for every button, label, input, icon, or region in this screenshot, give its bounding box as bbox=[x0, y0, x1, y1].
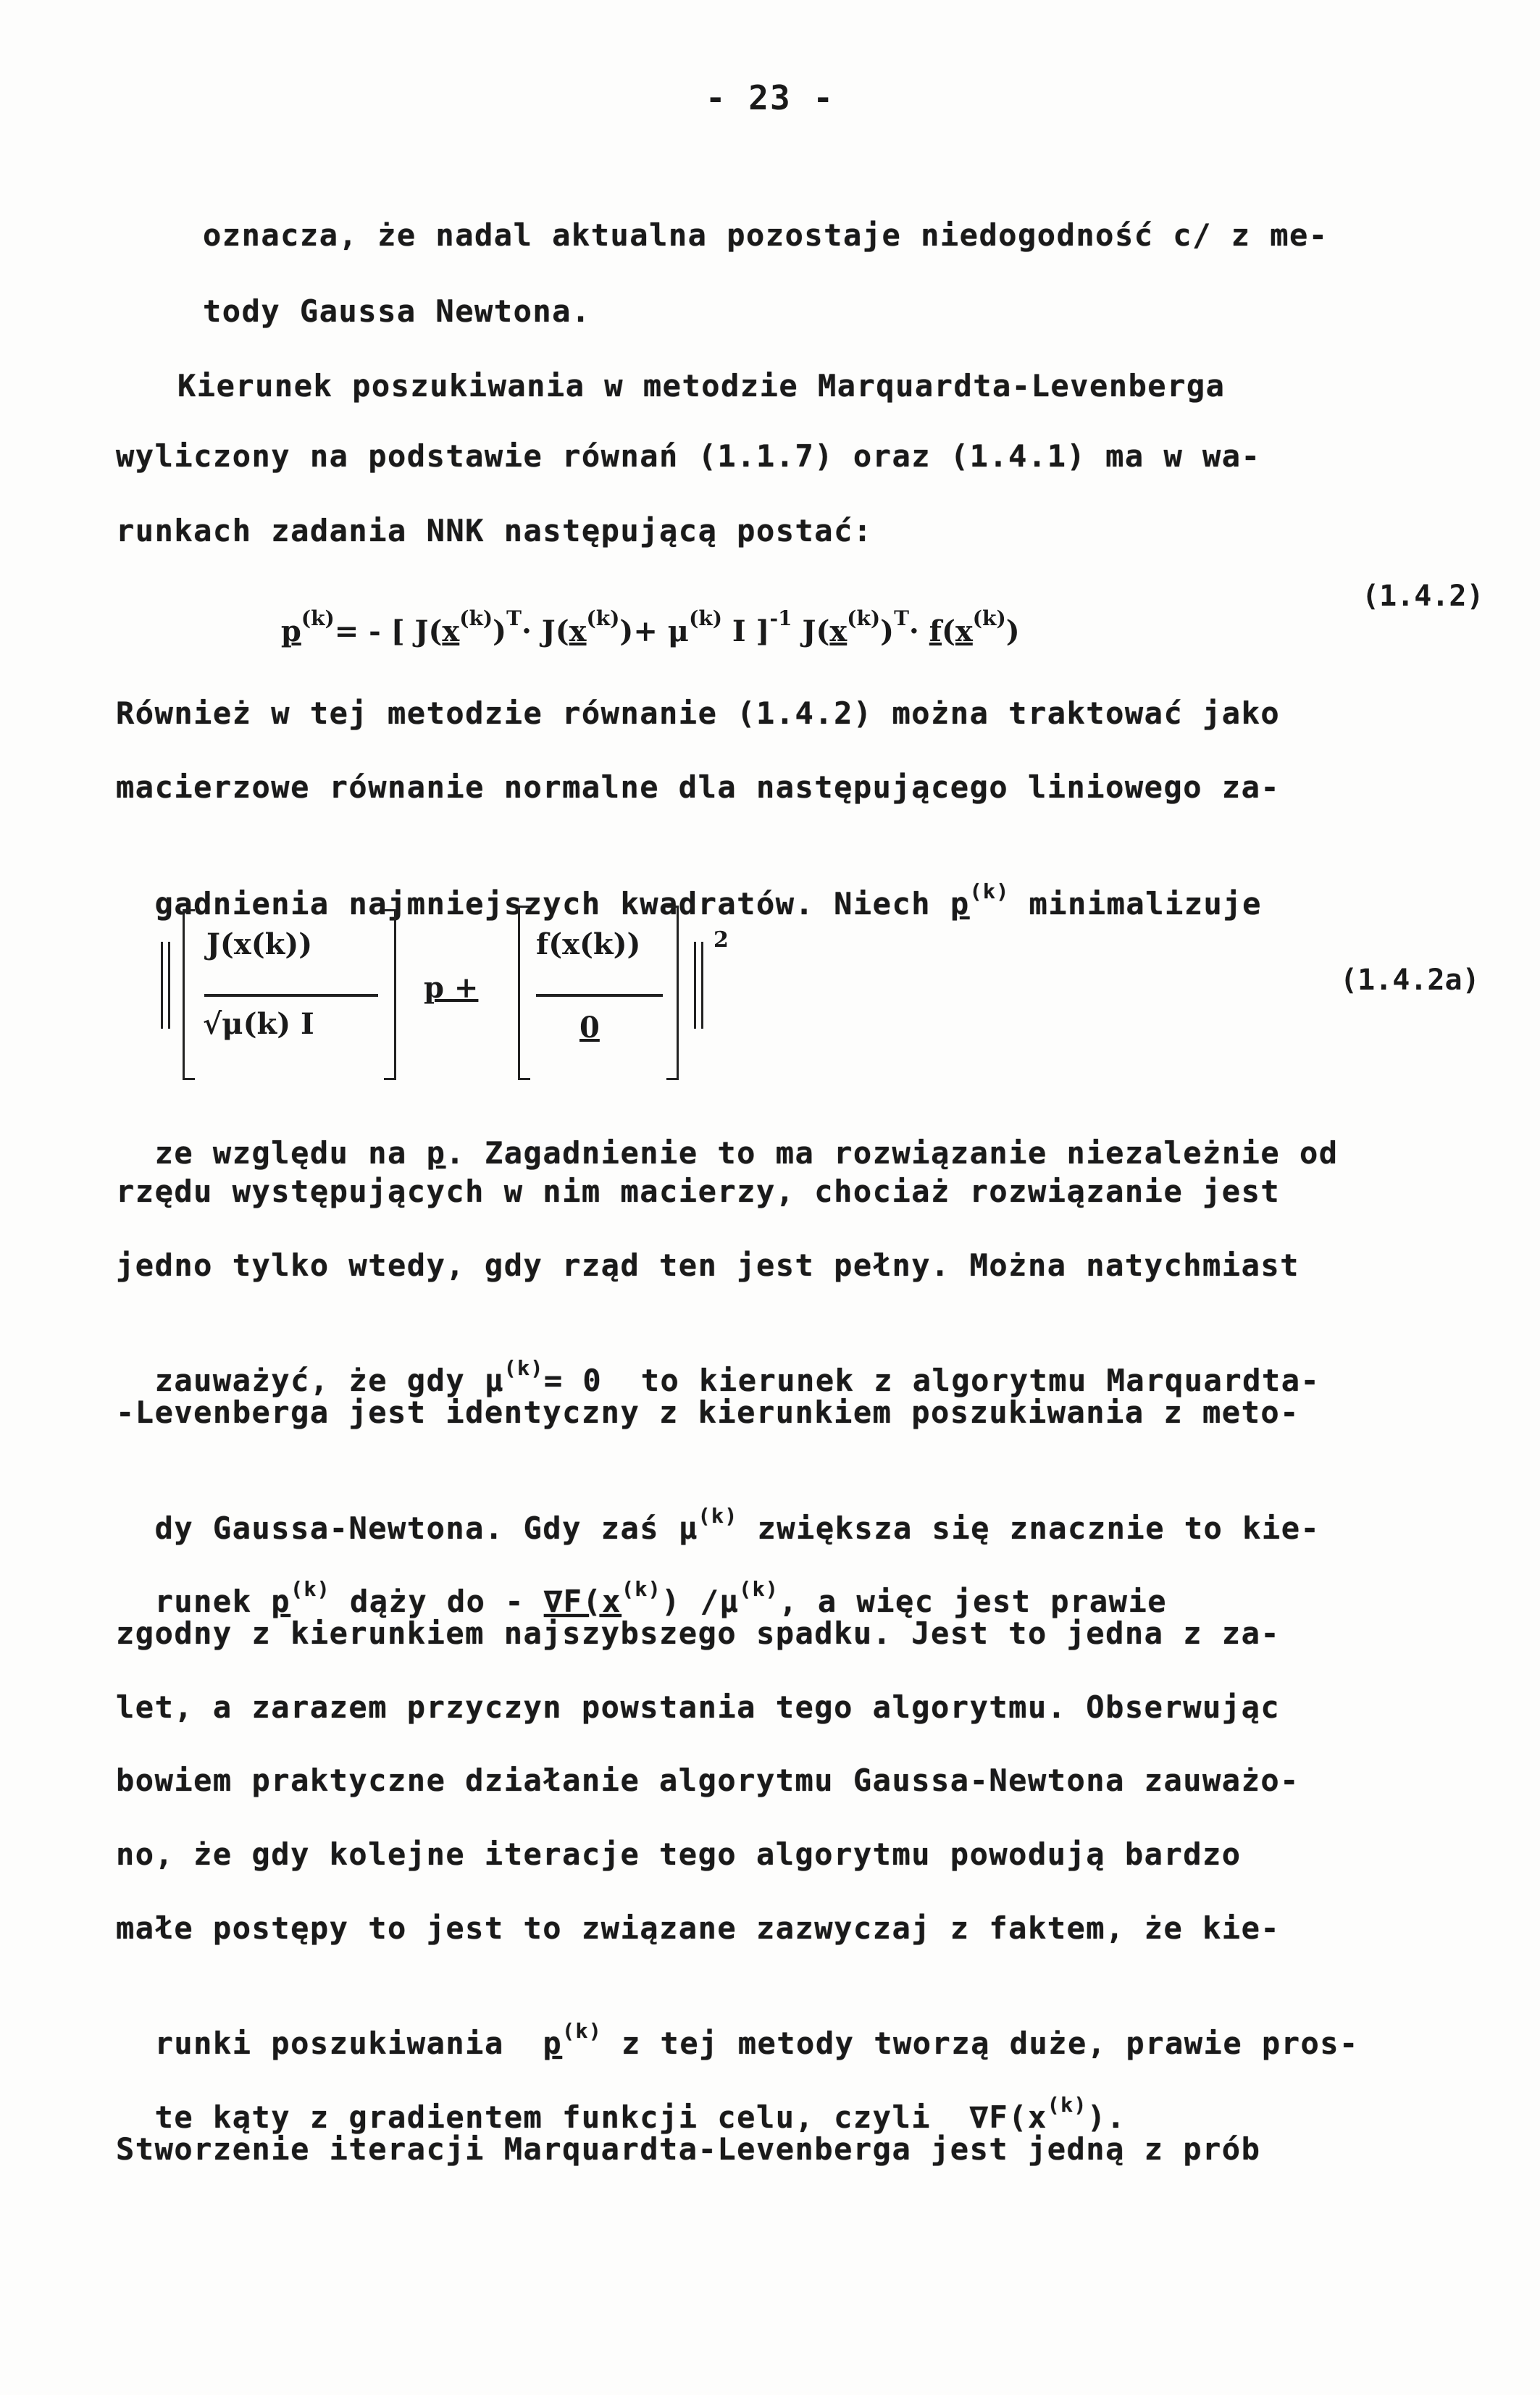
text-segment: zwiększa się znacznie to kie- bbox=[737, 1510, 1321, 1546]
text-line bbox=[116, 1984, 1359, 2061]
text-segment: ) bbox=[661, 1584, 681, 1619]
norm-bar bbox=[161, 942, 163, 1029]
matrix-entry: J(x(k)) bbox=[206, 927, 313, 961]
symbol-mu: /μ bbox=[680, 1584, 740, 1619]
symbol-p: p bbox=[271, 1584, 291, 1619]
text-segment: te kąty z gradientem funkcji celu, czyli bbox=[154, 2099, 970, 2135]
symbol-p: p bbox=[950, 886, 970, 921]
text-line bbox=[116, 2057, 1126, 2135]
superscript-k: (k) bbox=[290, 1577, 331, 1601]
text-line bbox=[116, 1468, 1320, 1546]
equation-1-4-2: $p^{(k)}=$ - [ $J(x^{(k)})^T\cdot J(x^{(k)})+ \mu^{(k)}$ I ]$^{-1}$ $J(x^{(k)})^T\cdot f(x^{(k)})$ bbox=[280, 606, 1020, 648]
text-segment: = 0 to kierunek z algorytmu Marquardta- bbox=[543, 1363, 1321, 1398]
text-line: -Levenberga jest identyczny z kierunkiem poszukiwania z meto- bbox=[116, 1395, 1300, 1430]
gradient-expression: ∇F(x bbox=[543, 1584, 622, 1619]
text-line: no, że gdy kolejne iteracje tego algorytmu powodują bardzo bbox=[116, 1836, 1242, 1872]
norm-bar bbox=[694, 942, 696, 1029]
text-line: tody Gaussa Newtona. bbox=[203, 293, 591, 329]
text-line: Kierunek poszukiwania w metodzie Marquardta-Levenberga bbox=[177, 368, 1226, 404]
symbol-p: p bbox=[426, 1135, 446, 1171]
right-bracket bbox=[384, 909, 396, 1080]
text-line bbox=[116, 844, 1262, 921]
symbol-p: p bbox=[280, 614, 301, 648]
text-segment: ) bbox=[1087, 2099, 1107, 2135]
text-line: bowiem praktyczne działanie algorytmu Gaussa-Newtona zauważo- bbox=[116, 1763, 1300, 1798]
exponent: 2 bbox=[713, 927, 729, 953]
superscript-k: (k) bbox=[1047, 2093, 1087, 2117]
text-line: zgodny z kierunkiem najszybszego spadku. Jest to jedna z za- bbox=[116, 1616, 1281, 1651]
text-segment: runki poszukiwania bbox=[154, 2026, 543, 2061]
right-bracket bbox=[666, 906, 679, 1080]
matrix-entry: f(x(k)) bbox=[536, 927, 641, 961]
symbol-p: p bbox=[543, 2026, 563, 2061]
left-bracket bbox=[518, 906, 530, 1080]
text-segment: dy Gaussa-Newtona. Gdy zaś bbox=[154, 1510, 679, 1546]
text-line: małe postępy to jest to związane zazwyczaj z faktem, że kie- bbox=[116, 1910, 1281, 1946]
superscript-k: (k) bbox=[739, 1577, 779, 1601]
left-bracket bbox=[183, 909, 195, 1080]
text-line: rzędu występujących w nim macierzy, chociaż rozwiązanie jest bbox=[116, 1174, 1281, 1209]
text-line bbox=[116, 1542, 1167, 1619]
text-segment: gadnienia najmniejszych kwadratów. Niech bbox=[154, 886, 950, 921]
symbol-mu: μ bbox=[678, 1510, 698, 1546]
text-line: wyliczony na podstawie równań (1.1.7) oraz (1.4.1) ma w wa- bbox=[116, 438, 1261, 474]
text-segment: . bbox=[1106, 2099, 1126, 2135]
text-segment: dąży do - bbox=[330, 1584, 544, 1619]
superscript-k: (k) bbox=[301, 606, 335, 630]
text-line: macierzowe równanie normalne dla następującego liniowego za- bbox=[116, 769, 1281, 805]
text-line bbox=[116, 1100, 1339, 1171]
fraction-bar bbox=[204, 994, 378, 997]
superscript-k: (k) bbox=[621, 1577, 662, 1601]
text-segment: zauważyć, że gdy bbox=[154, 1363, 485, 1398]
text-line: oznacza, że nadal aktualna pozostaje niedogodność c/ z me- bbox=[203, 217, 1328, 253]
superscript-k: (k) bbox=[562, 2019, 603, 2043]
superscript-k: (k) bbox=[698, 1504, 738, 1528]
gradient-expression: ∇F(x bbox=[969, 2099, 1047, 2135]
text-line: let, a zarazem przyczyn powstania tego algorytmu. Obserwując bbox=[116, 1689, 1281, 1725]
text-segment: runek bbox=[154, 1584, 272, 1619]
norm-bar bbox=[168, 942, 170, 1029]
text-line: Stworzenie iteracji Marquardta-Levenberga jest jedną z prób bbox=[116, 2131, 1261, 2167]
symbol-p: p + bbox=[424, 971, 479, 1005]
text-line bbox=[116, 1321, 1320, 1398]
text-segment: . Zagadnienie to ma rozwiązanie niezależnie od bbox=[445, 1135, 1339, 1171]
text-line: jedno tylko wtedy, gdy rząd ten jest pełny. Można natychmiast bbox=[116, 1247, 1300, 1283]
matrix-entry: √μ(k) I bbox=[203, 1007, 314, 1041]
norm-bar bbox=[701, 942, 703, 1029]
fraction-bar bbox=[536, 994, 663, 997]
superscript-k: (k) bbox=[503, 1356, 544, 1380]
symbol-mu: μ bbox=[484, 1363, 504, 1398]
text-segment: , a więc jest prawie bbox=[779, 1584, 1168, 1619]
superscript-k: (k) bbox=[969, 879, 1010, 903]
text-segment: minimalizuje bbox=[1009, 886, 1262, 921]
page-number: - 23 - bbox=[705, 78, 835, 117]
text-line: Również w tej metodzie równanie (1.4.2) można traktować jako bbox=[116, 695, 1281, 731]
text-segment: ze względu na bbox=[154, 1135, 427, 1171]
text-line: runkach zadania NNK następującą postać: bbox=[116, 513, 873, 548]
text-segment: z tej metody tworzą duże, prawie pros- bbox=[602, 2026, 1359, 2061]
equation-label: (1.4.2a) bbox=[1340, 964, 1480, 997]
matrix-entry: 0 bbox=[579, 1011, 600, 1045]
equation-label: (1.4.2) bbox=[1362, 580, 1484, 613]
